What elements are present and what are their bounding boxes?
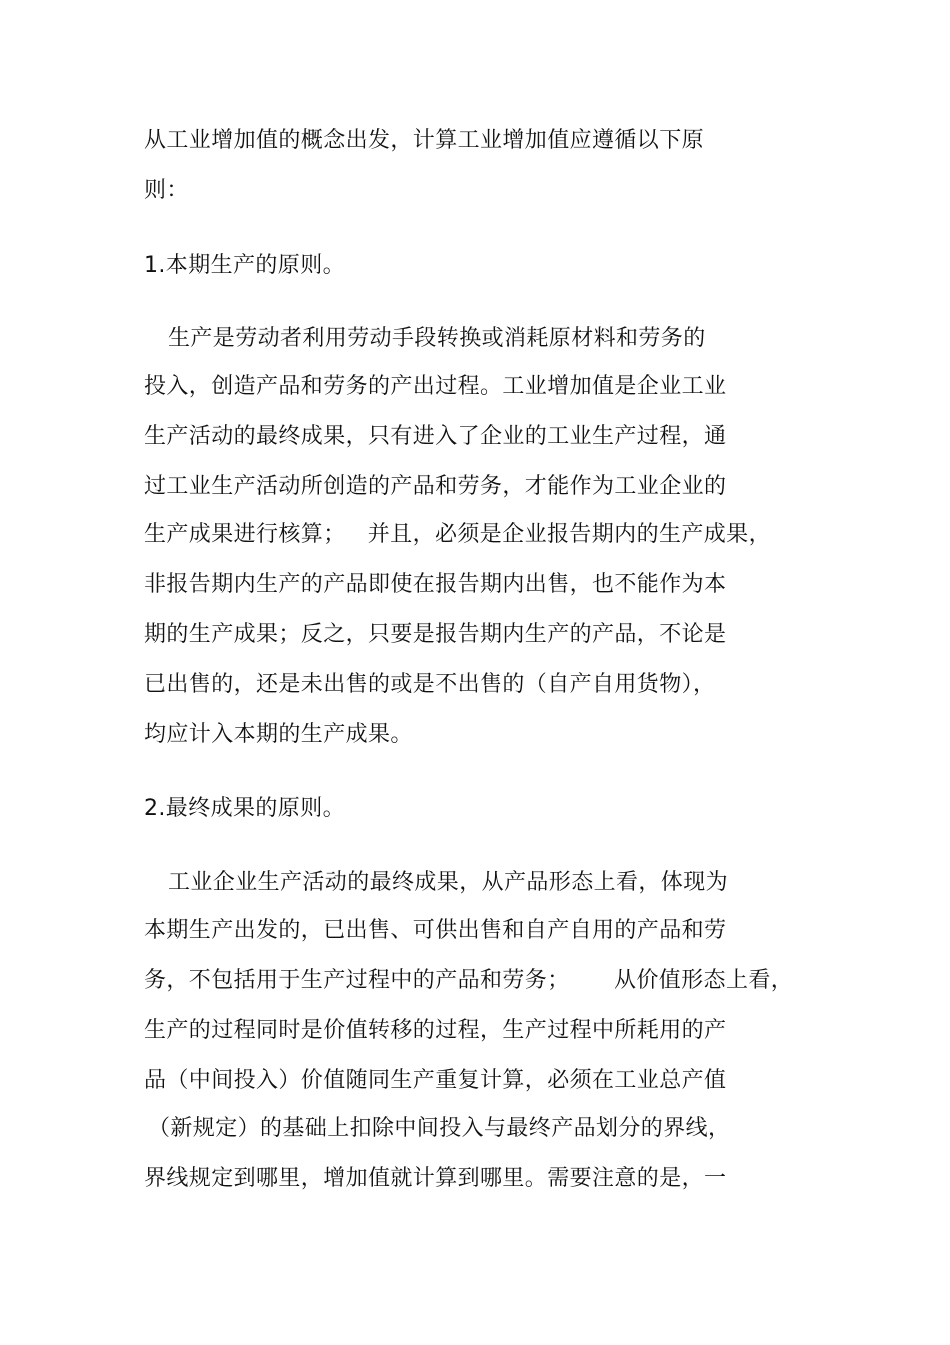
paragraph-line: 界线规定到哪里，增加值就计算到哪里。需要注意的是，一 [144,1166,727,1191]
intro-line: 从工业增加值的概念出发，计算工业增加值应遵循以下原 [144,128,705,153]
paragraph-line: 均应计入本期的生产成果。 [144,722,413,747]
paragraph-line: 本期生产出发的，已出售、可供出售和自产自用的产品和劳 [144,918,727,943]
paragraph-line: 品（中间投入）价值随同生产重复计算，必须在工业总产值 [144,1068,727,1093]
paragraph-line: 务，不包括用于生产过程中的产品和劳务； 从价值形态上看， [144,968,794,993]
section-heading: 1.本期生产的原则。 [144,253,345,278]
paragraph-line: 期的生产成果；反之，只要是报告期内生产的产品，不论是 [144,622,727,647]
paragraph-line: 非报告期内生产的产品即使在报告期内出售，也不能作为本 [144,572,727,597]
paragraph-line: 过工业生产活动所创造的产品和劳务，才能作为工业企业的 [144,474,727,499]
paragraph-line: 生产成果进行核算； 并且，必须是企业报告期内的生产成果， [144,522,771,547]
paragraph-line: 投入，创造产品和劳务的产出过程。工业增加值是企业工业 [144,374,727,399]
paragraph-line: 工业企业生产活动的最终成果，从产品形态上看，体现为 [168,870,729,895]
paragraph-line: （新规定）的基础上扣除中间投入与最终产品划分的界线， [148,1116,731,1141]
section-heading: 2.最终成果的原则。 [144,796,345,821]
intro-line: 则： [144,178,189,203]
paragraph-line: 已出售的，还是未出售的或是不出售的（自产自用货物）， [144,672,716,697]
paragraph-line: 生产的过程同时是价值转移的过程，生产过程中所耗用的产 [144,1018,727,1043]
paragraph-line: 生产活动的最终成果，只有进入了企业的工业生产过程，通 [144,424,727,449]
paragraph-line: 生产是劳动者利用劳动手段转换或消耗原材料和劳务的 [168,326,706,351]
